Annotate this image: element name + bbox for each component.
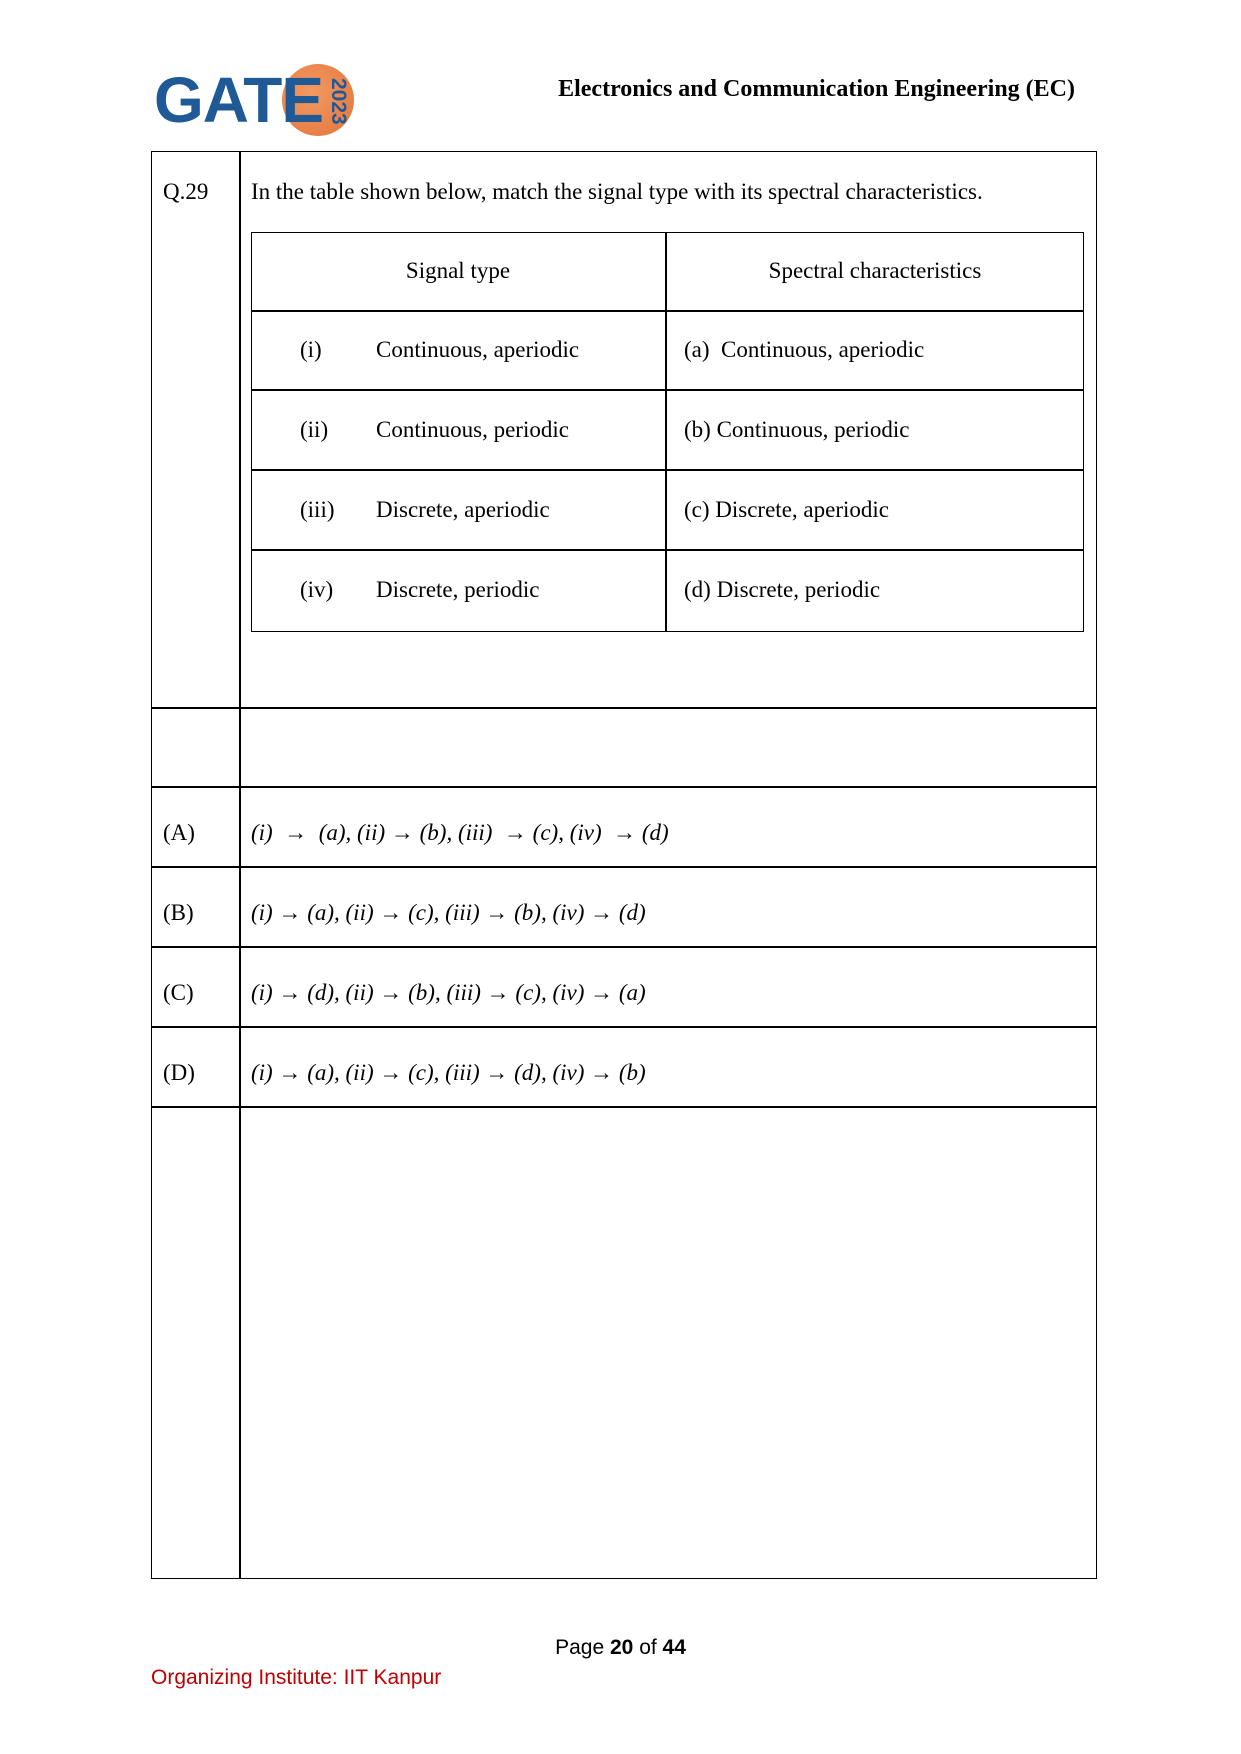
- table-row-signal: Discrete, aperiodic: [376, 497, 550, 522]
- page-total: 44: [662, 1636, 686, 1659]
- table-row-signal: Discrete, periodic: [376, 577, 540, 602]
- match-table-row-divider: [251, 469, 1084, 471]
- table-header-signal-type: Signal type: [405, 258, 511, 283]
- option-c-text: (i) → (d), (ii) → (b), (iii) → (c), (iv) → (a): [251, 980, 646, 1005]
- match-table-column-divider: [665, 232, 667, 632]
- question-text: In the table shown below, match the signal type with its spectral characteristics.: [251, 179, 983, 204]
- subject-title: Electronics and Communication Engineering (EC): [558, 76, 1075, 102]
- question-number: Q.29: [163, 179, 209, 204]
- table-row-spectral: (a) Continuous, aperiodic: [684, 337, 925, 362]
- frame-row-divider: [151, 1106, 1097, 1108]
- option-a-text: (i) → (a), (ii) → (b), (iii) → (c), (iv) → (d): [251, 820, 669, 845]
- page-current: 20: [609, 1636, 634, 1659]
- option-c-label: (C): [163, 980, 194, 1005]
- logo-year: 2023: [327, 77, 350, 125]
- table-row-roman: (ii): [300, 417, 329, 442]
- match-table-row-divider: [251, 389, 1084, 391]
- table-row-roman: (i): [300, 337, 322, 362]
- frame-row-divider: [151, 786, 1097, 788]
- page-number: [0, 1636, 1241, 1660]
- table-row-spectral: (c) Discrete, aperiodic: [684, 497, 889, 522]
- page-of: of: [639, 1636, 657, 1659]
- option-b-label: (B): [163, 900, 194, 925]
- table-row-signal: Continuous, aperiodic: [376, 337, 580, 362]
- page-prefix: Page: [555, 1636, 605, 1659]
- table-row-roman: (iv): [300, 577, 334, 602]
- gate-logo: [154, 60, 364, 140]
- frame-column-divider: [239, 151, 241, 1579]
- table-row-signal: Continuous, periodic: [376, 417, 569, 442]
- frame-row-divider: [151, 866, 1097, 868]
- table-row-spectral: (d) Discrete, periodic: [684, 577, 881, 602]
- option-d-label: (D): [163, 1060, 195, 1085]
- match-table-row-divider: [251, 310, 1084, 312]
- organizing-institute: Organizing Institute: IIT Kanpur: [151, 1666, 442, 1689]
- option-d-text: (i) → (a), (ii) → (c), (iii) → (d), (iv) → (b): [251, 1060, 646, 1085]
- option-b-text: (i) → (a), (ii) → (c), (iii) → (b), (iv) → (d): [251, 900, 646, 925]
- match-table-row-divider: [251, 549, 1084, 551]
- frame-row-divider: [151, 946, 1097, 948]
- table-row-spectral: (b) Continuous, periodic: [684, 417, 910, 442]
- frame-row-divider: [151, 707, 1097, 709]
- table-header-spectral: Spectral characteristics: [768, 258, 982, 283]
- option-a-label: (A): [163, 820, 195, 845]
- frame-row-divider: [151, 1026, 1097, 1028]
- logo-text: GATE: [154, 64, 324, 136]
- table-row-roman: (iii): [300, 497, 335, 522]
